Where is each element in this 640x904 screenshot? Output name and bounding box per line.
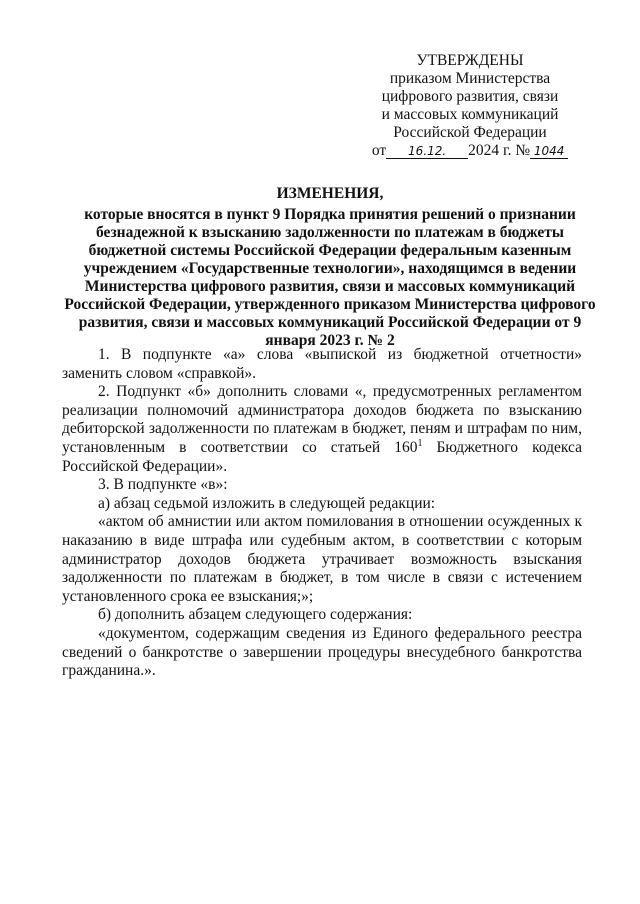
paragraph-1: 1. В подпункте «а» слова «выпиской из бюджетной отчетности» заменить словом «справкой». — [62, 346, 582, 382]
approval-block — [350, 52, 590, 160]
date-prefix: от — [371, 142, 387, 159]
paragraph-2 — [62, 383, 582, 476]
approval-heading: УТВЕРЖДЕНЫ — [416, 52, 524, 69]
approval-line-1: приказом Министерства — [389, 70, 551, 87]
handwritten-date: 16.12. — [386, 144, 468, 159]
paragraph-2-superscript: 1 — [417, 437, 423, 449]
approval-line-2: цифрового развития, связи — [381, 88, 559, 105]
title-subtitle: которые вносятся в пункт 9 Порядка принятия решений о признании безнадежной к взысканию задолженности по платежам в бюджеты бюджетной системы Российской Федерации федеральным казенным учреждением «Государственные технологии», находящимся в ведении Министерства цифрового развития, связи и массовых коммуникаций Российской Федерации, утвержденного приказом Министерства цифрового развития, связи и массовых коммуникаций Российской Федерации от 9 января 2023 г. № 2 — [64, 206, 596, 349]
paragraph-3: 3. В подпункте «в»: — [98, 476, 228, 494]
title-main: ИЗМЕНЕНИЯ, — [276, 185, 384, 202]
paragraph-2-text: 2. Подпункт «б» дополнить словами «, предусмотренных регламентом реализации полномочий администратора доходов бюджета по взысканию дебиторской задолженности по платежам в бюджет, пеням и штрафам по ним, установленным в соответствии со статьей 160 — [62, 383, 582, 456]
paragraph-3b-quote: «документом, содержащим сведения из Единого федерального реестра сведений о банкротстве о завершении процедуры внесудебного банкротства гражданина.». — [62, 624, 582, 680]
paragraph-3a-quote: «актом об амнистии или актом помилования в отношении осужденных к наказанию в виде штрафа или судебным актом, в соответствии с которым администратор доходов бюджета утрачивает возможность взыскания задолженности по платежам в бюджет, в том числе в связи с истечением установленного срока ее взыскания;»; — [62, 513, 582, 605]
document-title — [60, 185, 600, 350]
approval-line-3: и массовых коммуникаций — [381, 106, 559, 123]
handwritten-number: 1044 — [530, 144, 568, 159]
document-body — [62, 346, 582, 681]
paragraph-2-tail: Бюджетного кодекса Российской Федерации». — [62, 438, 582, 475]
paragraph-3b: б) дополнить абзацем следующего содержания: — [98, 606, 413, 624]
approval-date-row — [350, 142, 590, 160]
year-text: 2024 г. № — [468, 142, 531, 159]
paragraph-3a: а) абзац седьмой изложить в следующей редакции: — [98, 494, 436, 512]
approval-line-4: Российской Федерации — [393, 124, 547, 141]
